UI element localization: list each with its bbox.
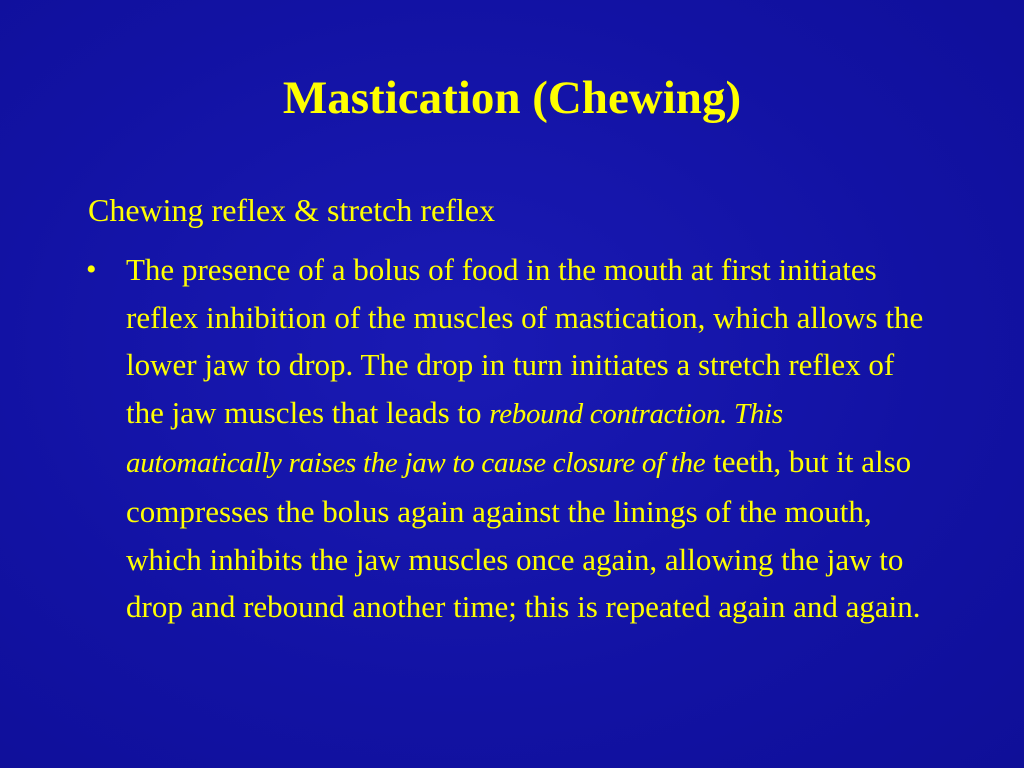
bullet-text: [126, 246, 938, 631]
bullet-text-italic: rebound contraction. This automatically raises the jaw to cause closure of the: [126, 397, 783, 480]
bullet-marker: •: [86, 253, 97, 286]
bullet-item: [86, 246, 966, 631]
bullet-text-part2: teeth, but it also compresses the bolus again against the linings of the mouth, which inhibits the jaw muscles once again, allowing the jaw to drop and rebound another time; this is repeated again and again.: [126, 444, 921, 625]
slide-subtitle: Chewing reflex & stretch reflex: [88, 192, 495, 228]
bullet-text-part1: The presence of a bolus of food in the mouth at first initiates reflex inhibition of the muscles of mastication, which allows the lower jaw to drop. The drop in turn initiates a stretch reflex of the jaw muscles that leads to: [126, 252, 924, 430]
slide-title: Mastication (Chewing): [282, 72, 742, 124]
